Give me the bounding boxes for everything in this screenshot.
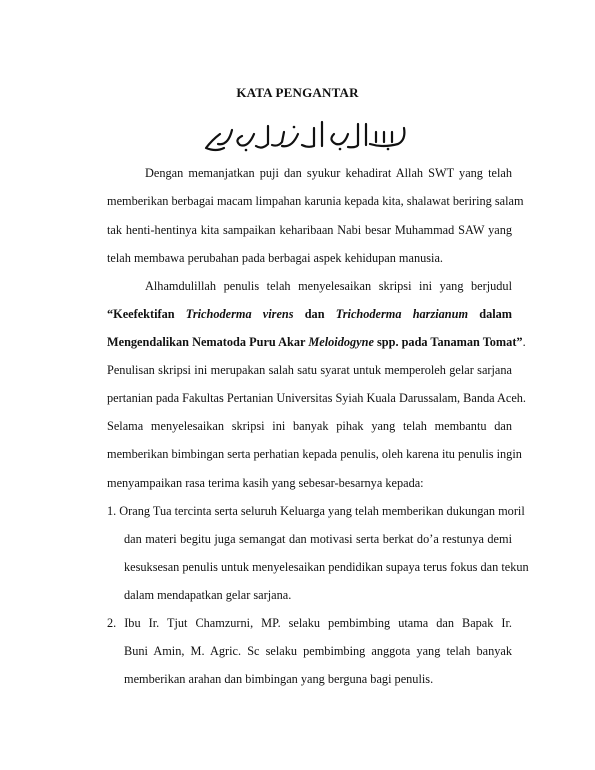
- thesis-title-part: dalam: [479, 307, 513, 321]
- thesis-title-part: spp. pada Tanaman Tomat”: [373, 335, 523, 349]
- paragraph-line: Dengan memanjatkan puji dan syukur kehadirat Allah SWT yang telah: [145, 166, 512, 180]
- list-item: 1. Orang Tua tercinta serta seluruh Keluarga yang telah memberikan dukungan moril: [107, 504, 525, 518]
- thesis-title-line: [107, 307, 512, 322]
- list-item-line: kesuksesan penulis untuk menyelesaikan pendidikan supaya terus fokus dan tekun: [124, 560, 529, 574]
- paragraph-line: Selama menyelesaikan skripsi ini banyak pihak yang telah membantu dan: [107, 419, 512, 433]
- thesis-title-part: “Keefektifan: [107, 307, 175, 321]
- basmalah-calligraphy: [198, 118, 413, 154]
- species-name: Trichoderma: [335, 307, 402, 321]
- paragraph-line: tak henti-hentinya kita sampaikan keharibaan Nabi besar Muhammad SAW yang: [107, 223, 512, 237]
- paragraph-line: telah membawa perubahan pada berbagai aspek kehidupan manusia.: [107, 251, 443, 265]
- species-name: Trichoderma: [185, 307, 252, 321]
- page-title: KATA PENGANTAR: [236, 85, 359, 100]
- paragraph-line: Alhamdulillah penulis telah menyelesaikan skripsi ini yang berjudul: [145, 279, 512, 293]
- species-name: harzianum: [412, 307, 469, 321]
- paragraph-line: menyampaikan rasa terima kasih yang sebesar-besarnya kepada:: [107, 476, 424, 490]
- list-item-line: dan materi begitu juga semangat dan motivasi serta berkat do’a restunya demi: [124, 532, 512, 546]
- thesis-title-part: Mengendalikan Nematoda Puru Akar: [107, 335, 309, 349]
- paragraph-line: Penulisan skripsi ini merupakan salah satu syarat untuk memperoleh gelar sarjana: [107, 363, 512, 377]
- list-item-line: memberikan arahan dan bimbingan yang berguna bagi penulis.: [124, 672, 434, 686]
- paragraph-line: pertanian pada Fakultas Pertanian Universitas Syiah Kuala Darussalam, Banda Aceh.: [107, 391, 526, 405]
- thesis-title-line: [107, 335, 526, 350]
- species-name: Meloidogyne: [308, 335, 374, 349]
- list-item-line: dalam mendapatkan gelar sarjana.: [124, 588, 292, 602]
- period: .: [522, 335, 526, 349]
- species-name: virens: [262, 307, 294, 321]
- paragraph-line: memberikan berbagai macam limpahan karunia kepada kita, shalawat beriring salam: [107, 194, 524, 208]
- list-item: 2. Ibu Ir. Tjut Chamzurni, MP. selaku pembimbing utama dan Bapak Ir.: [107, 616, 512, 630]
- thesis-title-part: dan: [304, 307, 325, 321]
- paragraph-line: memberikan bimbingan serta perhatian kepada penulis, oleh karena itu penulis ingin: [107, 447, 522, 461]
- list-item-line: Buni Amin, M. Agric. Sc selaku pembimbing anggota yang telah banyak: [124, 644, 512, 658]
